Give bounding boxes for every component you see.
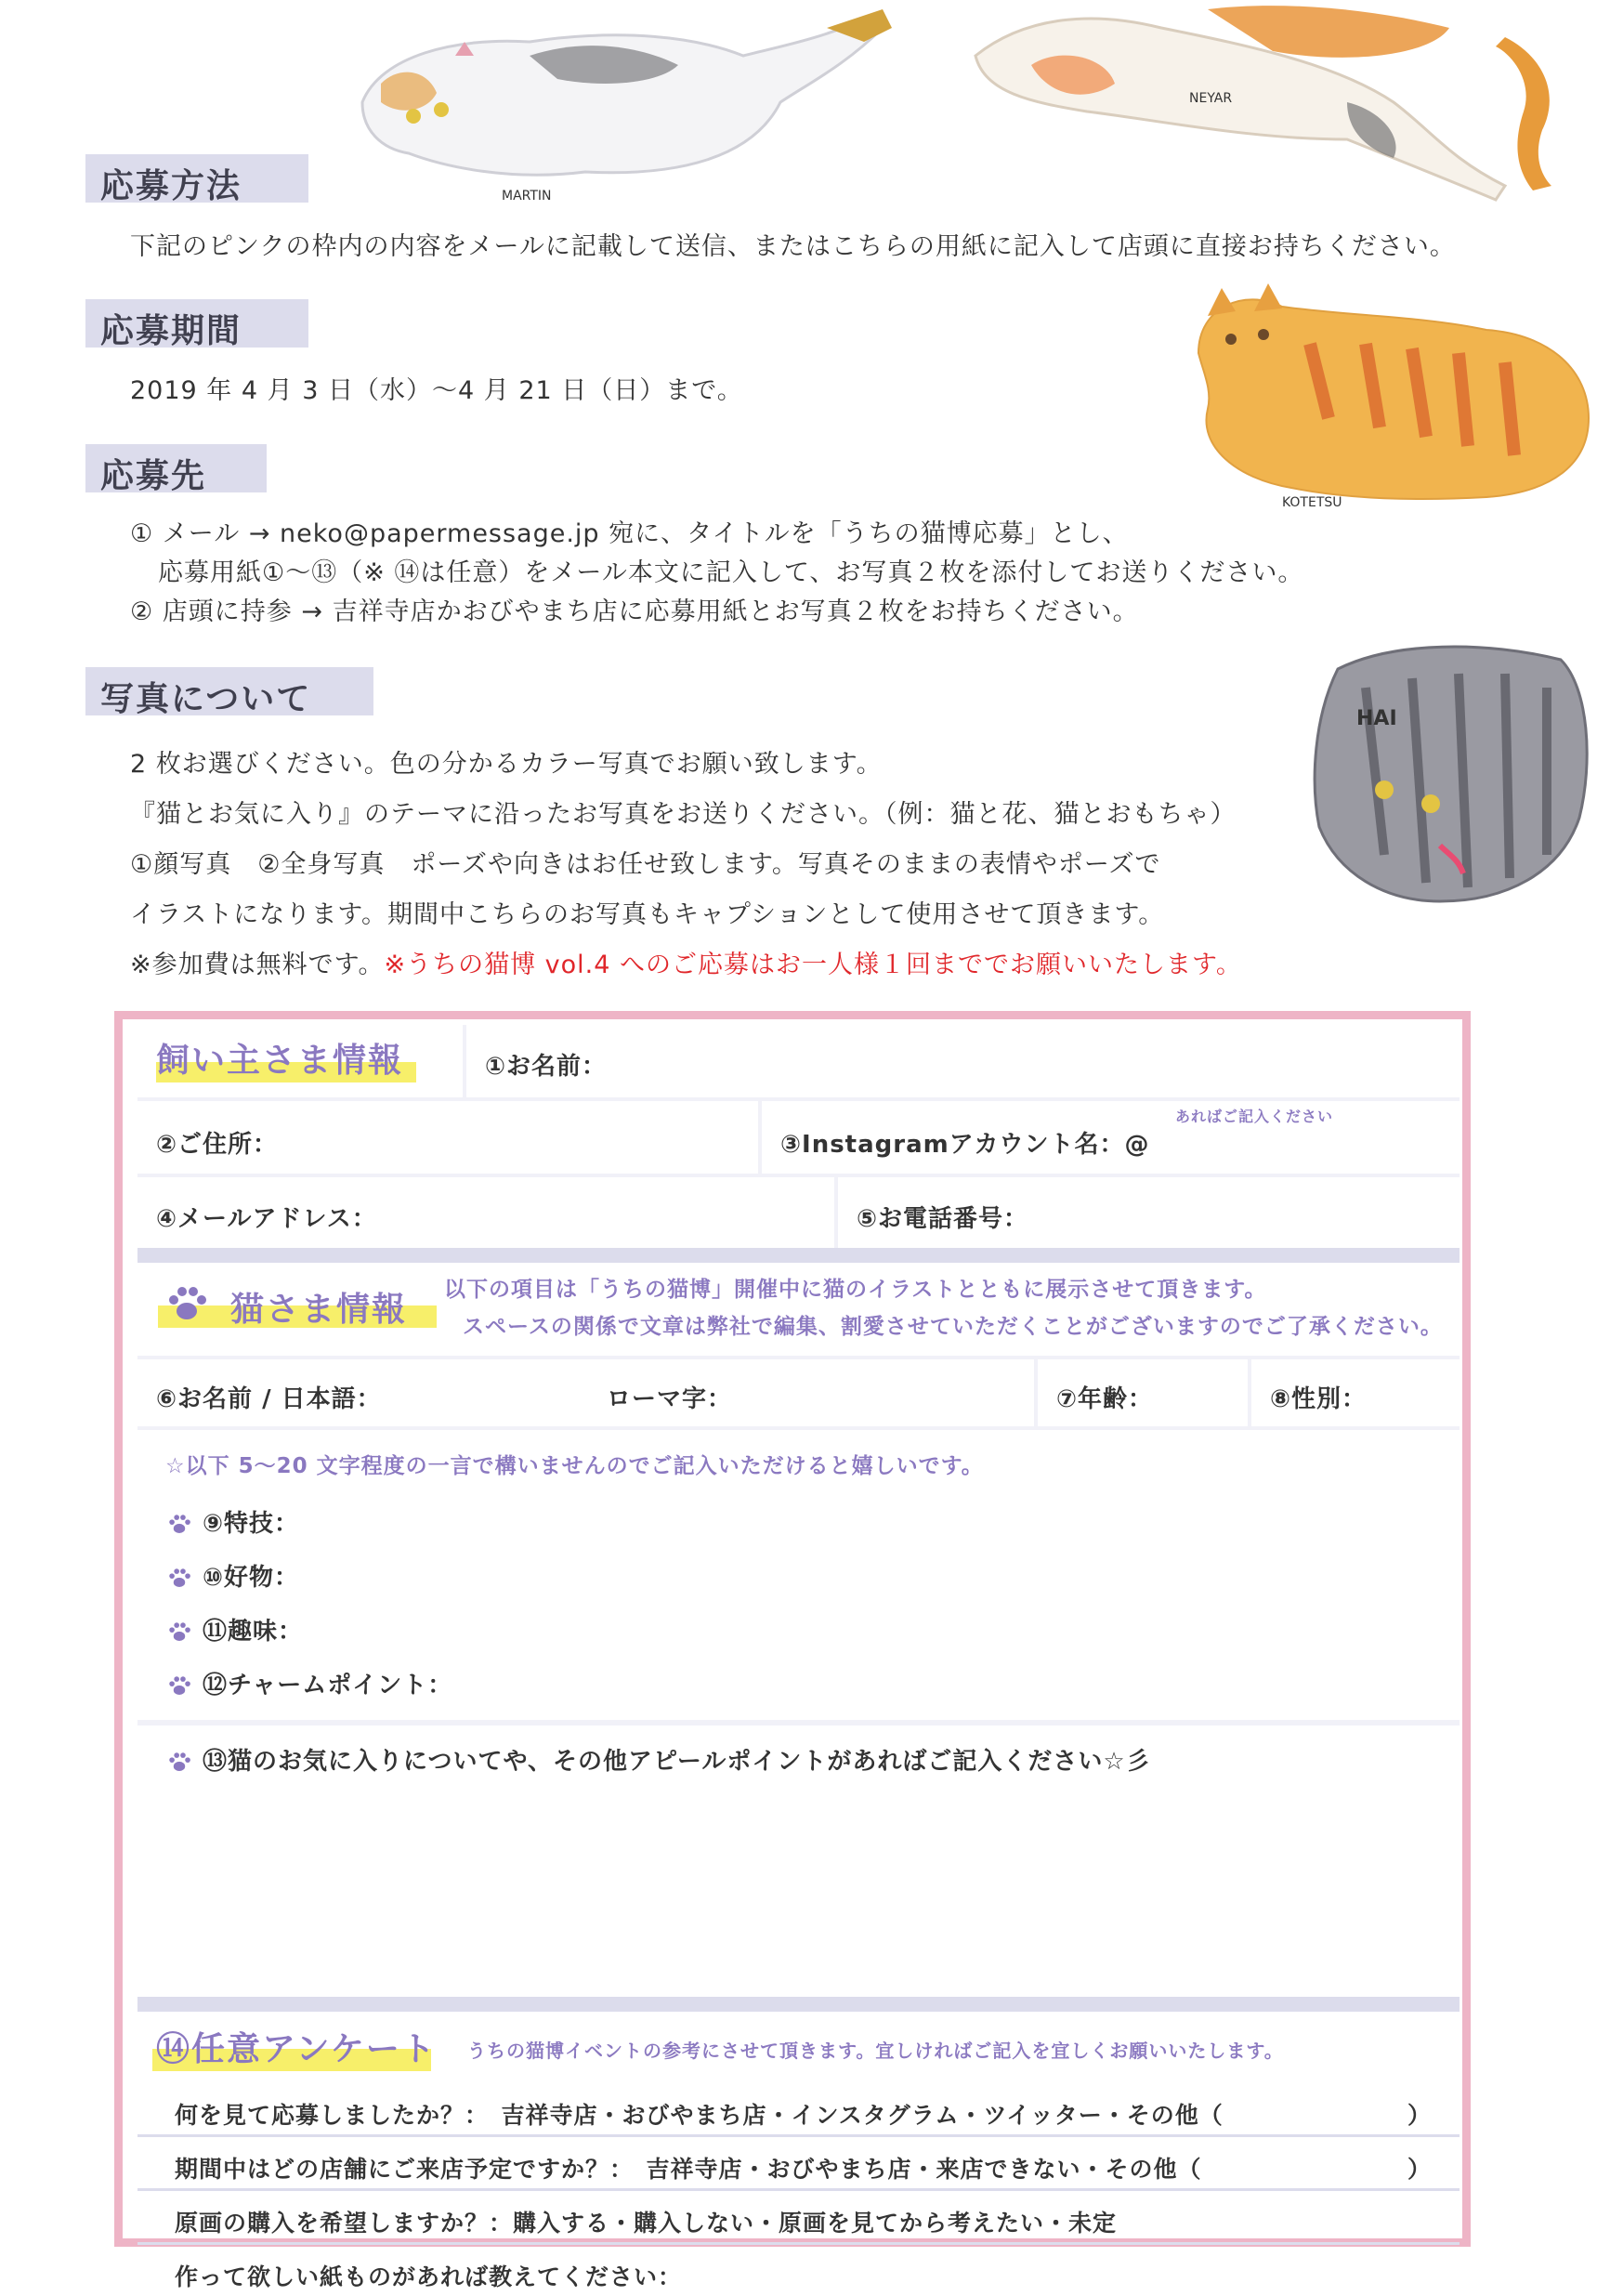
destination-line3: ② 店頭に持参 → 吉祥寺店かおびやまち店に応募用紙とお写真２枚をお持ちください。: [130, 597, 1139, 626]
favorite-food-label: ⑩好物：: [203, 1564, 300, 1592]
favorite-food-field[interactable]: [165, 1558, 299, 1593]
destination-line2: 応募用紙①〜⑬（※ ⑭は任意）をメール本文に記入して、お写真２枚を添付してお送りください。: [158, 558, 1304, 587]
cat-sex-label: ⑧性別：: [1270, 1385, 1368, 1413]
owner-name-field[interactable]: [466, 1025, 1460, 1097]
paw-icon: [165, 1567, 193, 1591]
cat-name-field[interactable]: [137, 1359, 1034, 1426]
section-divider: [137, 1248, 1460, 1263]
survey-q3-label: 原画の購入を希望しますか？：購入する・購入しない・原画を見てから考えたい・未定: [175, 2210, 1118, 2237]
heading-photos-label: 写真について: [100, 680, 312, 718]
cat-age-field[interactable]: [1038, 1359, 1248, 1426]
instagram-field[interactable]: [762, 1101, 1460, 1174]
svg-text:MARTIN: MARTIN: [502, 189, 552, 203]
phone-label: ⑤お電話番号：: [857, 1205, 1029, 1233]
cat-details-hint: ☆以下 5〜20 文字程度の一言で構いませんのでご記入いただけると嬉しいです。: [165, 1454, 984, 1478]
survey-title: ⑭任意アンケート: [156, 2030, 437, 2068]
appeal-field[interactable]: [165, 1742, 1151, 1777]
svg-text:KOTETSU: KOTETSU: [1282, 495, 1342, 510]
method-text: 下記のピンクの枠内の内容をメールに記載して送信、またはこちらの用紙に記入して店頭に直接お持ちください。: [130, 232, 1456, 261]
svg-text:HAI: HAI: [1356, 707, 1397, 730]
photos-limit-note: ※うちの猫博 vol.4 へのご応募はお一人様１回まででお願いいたします。: [384, 951, 1242, 979]
cat-name-jp-label: ⑥お名前 / 日本語：: [156, 1385, 382, 1413]
address-label: ②ご住所：: [156, 1131, 279, 1159]
survey-q3[interactable]: [137, 2196, 1460, 2245]
cat-illustration-hai: [1301, 632, 1597, 911]
survey-header: [137, 2012, 1460, 2084]
destination-line1: ① メール → neko@papermessage.jp 宛に、タイトルを「うちの猫博応募」とし、: [130, 519, 1129, 548]
cat-details-area: [137, 1430, 1460, 1997]
survey-q2-label: 期間中はどの店舗にご来店予定ですか？： 吉祥寺店・おびやまち店・来店できない・その他（: [175, 2156, 1202, 2183]
cat-age-label: ⑦年齢：: [1056, 1385, 1154, 1413]
phone-field[interactable]: [838, 1177, 1460, 1248]
photos-line2: 『猫とお気に入り』のテーマに沿ったお写真をお送りください。（例：猫と花、猫とおもちゃ）: [130, 800, 1237, 829]
charm-point-field[interactable]: [165, 1666, 452, 1700]
survey-q4[interactable]: [137, 2250, 1460, 2296]
survey-q1-close: ）: [1407, 2102, 1432, 2129]
cat-illustration-kotetsu: [1180, 279, 1597, 520]
survey-q2[interactable]: [137, 2142, 1460, 2191]
paw-icon: [165, 1283, 208, 1326]
photos-free-note: ※参加費は無料です。: [130, 951, 385, 979]
cat-info-note-1: 以下の項目は「うちの猫博」開催中に猫のイラストとともに展示させて頂きます。: [444, 1278, 1267, 1302]
email-label: ④メールアドレス：: [156, 1205, 377, 1233]
survey-q2-close: ）: [1407, 2156, 1432, 2183]
paw-icon: [165, 1674, 193, 1699]
heading-period: [85, 299, 308, 348]
owner-info-section: [137, 1025, 1460, 1248]
section-divider: [137, 1997, 1460, 2012]
paw-icon: [165, 1751, 193, 1775]
photos-line5: [130, 944, 1242, 980]
survey-q1-label: 何を見て応募しましたか？： 吉祥寺店・おびやまち店・インスタグラム・ツイッター・その他（: [175, 2102, 1224, 2129]
hobby-label: ⑪趣味：: [203, 1618, 304, 1646]
application-form: [114, 1011, 1471, 2290]
paw-icon: [165, 1513, 193, 1537]
charm-point-label: ⑫チャームポイント：: [203, 1672, 453, 1699]
owner-name-label: ①お名前：: [485, 1053, 608, 1081]
cat-sex-field[interactable]: [1251, 1359, 1460, 1426]
cat-name-row: [137, 1356, 1460, 1430]
hobby-field[interactable]: [165, 1612, 303, 1647]
cat-name-roman-label: ローマ字：: [607, 1385, 733, 1413]
cat-info-header: [137, 1263, 1460, 1356]
heading-photos: [85, 667, 373, 718]
instagram-label: ③Instagramアカウント名：@: [780, 1131, 1150, 1159]
heading-destination-label: 応募先: [100, 457, 207, 495]
owner-info-title: 飼い主さま情報: [156, 1042, 404, 1080]
heading-method: [85, 154, 308, 203]
email-field[interactable]: [137, 1177, 834, 1248]
owner-title-cell: [137, 1025, 463, 1097]
heading-destination: [85, 444, 267, 495]
paw-icon: [165, 1620, 193, 1645]
svg-text:NEYAR: NEYAR: [1189, 91, 1233, 106]
photos-line4: イラストになります。期間中こちらのお写真もキャプションとして使用させて頂きます。: [130, 900, 1165, 929]
cat-info-note-2: スペースの関係で文章は弊社で編集、割愛させていただくことがございますのでご了承ください。: [463, 1315, 1443, 1339]
address-field[interactable]: [137, 1101, 758, 1174]
skill-label: ⑨特技：: [203, 1510, 300, 1538]
photos-line1: 2 枚お選びください。色の分かるカラー写真でお願い致します。: [130, 750, 883, 779]
heading-method-label: 応募方法: [100, 167, 242, 205]
details-divider: [137, 1720, 1460, 1725]
instagram-note: あればご記入ください: [1175, 1108, 1334, 1125]
heading-period-label: 応募期間: [100, 312, 242, 350]
survey-note: うちの猫博イベントの参考にさせて頂きます。宜しければご記入を宜しくお願いいたします。: [467, 2040, 1284, 2062]
photos-line3: ①顔写真 ②全身写真 ポーズや向きはお任せ致します。写真そのままの表情やポーズで: [130, 850, 1161, 879]
cat-illustration-martin: [344, 0, 901, 204]
survey-q4-label: 作って欲しい紙ものがあれば教えてください：: [175, 2263, 683, 2290]
cat-illustration-neyar: [948, 0, 1597, 204]
survey-q1[interactable]: [137, 2088, 1460, 2137]
skill-field[interactable]: [165, 1504, 299, 1539]
appeal-label: ⑬猫のお気に入りについてや、その他アピールポイントがあればご記入ください☆彡: [203, 1748, 1151, 1776]
period-text: 2019 年 4 月 3 日（水）〜4 月 21 日（日）まで。: [130, 376, 743, 405]
cat-info-title: 猫さま情報: [230, 1291, 408, 1329]
